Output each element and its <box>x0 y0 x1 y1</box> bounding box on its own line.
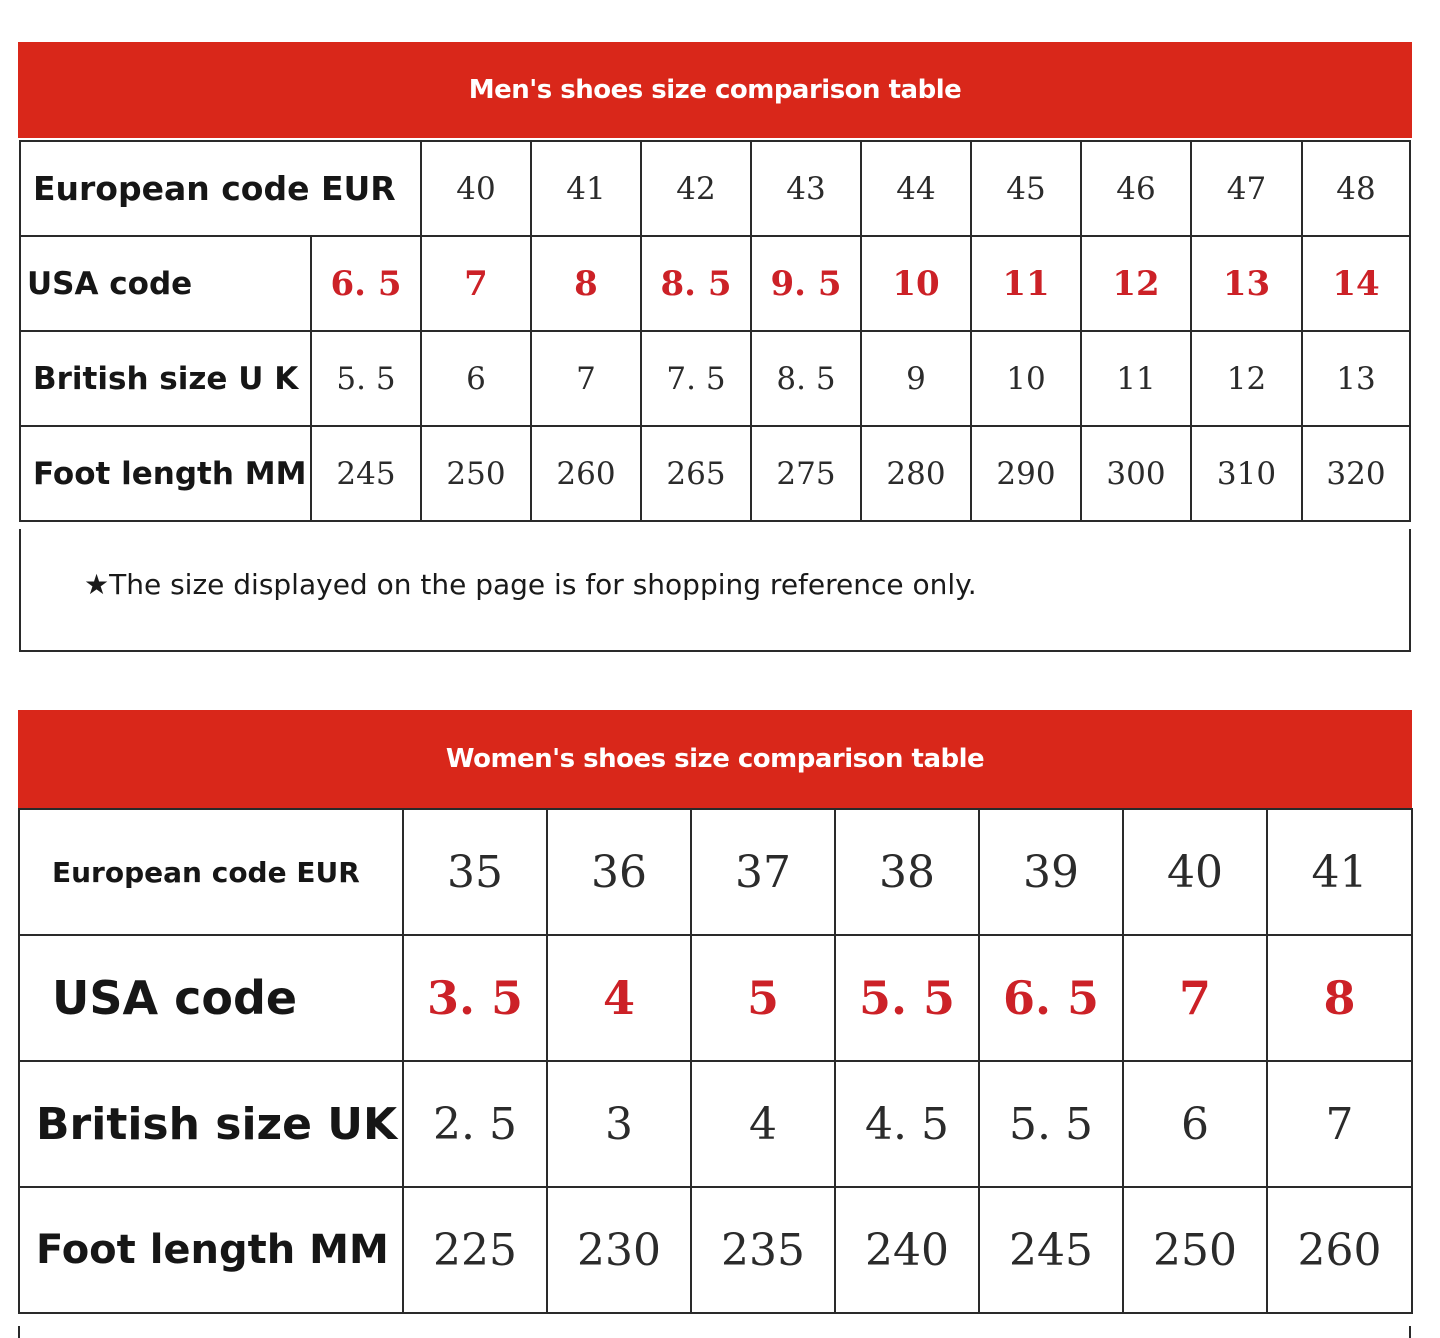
women-cell: 250 <box>1123 1187 1267 1313</box>
men-cell: 260 <box>531 426 641 521</box>
women-cell: 7 <box>1123 935 1267 1061</box>
men-cell: 12 <box>1081 236 1191 331</box>
women-cell: 35 <box>403 809 547 935</box>
men-cell: 280 <box>861 426 971 521</box>
men-row-label-usa: USA code <box>20 236 311 331</box>
women-cell: 8 <box>1267 935 1412 1061</box>
men-row-label-eur: European code EUR <box>20 141 421 236</box>
women-row-usa <box>19 935 1412 1061</box>
men-row-usa <box>20 236 1410 331</box>
women-cell: 38 <box>835 809 979 935</box>
women-cell: 225 <box>403 1187 547 1313</box>
women-row-uk <box>19 1061 1412 1187</box>
women-cell: 6 <box>1123 1061 1267 1187</box>
women-cell: 5. 5 <box>835 935 979 1061</box>
men-cell: 9 <box>861 331 971 426</box>
men-cell: 320 <box>1302 426 1410 521</box>
women-cell: 5 <box>691 935 835 1061</box>
men-cell: 275 <box>751 426 861 521</box>
women-cell: 6. 5 <box>979 935 1123 1061</box>
men-cell: 48 <box>1302 141 1410 236</box>
women-row-label-usa: USA code <box>19 935 403 1061</box>
men-cell: 13 <box>1191 236 1302 331</box>
men-cell: 5. 5 <box>311 331 421 426</box>
women-cell: 36 <box>547 809 691 935</box>
men-cell: 44 <box>861 141 971 236</box>
men-cell: 265 <box>641 426 751 521</box>
men-row-foot <box>20 426 1410 521</box>
men-table-title: Men's shoes size comparison table <box>468 75 962 105</box>
women-row-label-foot: Foot length MM <box>19 1187 403 1313</box>
women-row-foot <box>19 1187 1412 1313</box>
men-row-label-foot: Foot length MM <box>20 426 311 521</box>
men-cell: 43 <box>751 141 861 236</box>
men-cell: 11 <box>1081 331 1191 426</box>
women-cell: 230 <box>547 1187 691 1313</box>
women-cell: 4 <box>547 935 691 1061</box>
men-cell: 42 <box>641 141 751 236</box>
women-row-label-eur: European code EUR <box>19 809 403 935</box>
men-size-table <box>19 140 1411 522</box>
women-cell: 3. 5 <box>403 935 547 1061</box>
women-cell: 2. 5 <box>403 1061 547 1187</box>
men-cell: 46 <box>1081 141 1191 236</box>
men-cell: 9. 5 <box>751 236 861 331</box>
men-cell: 7. 5 <box>641 331 751 426</box>
men-cell: 13 <box>1302 331 1410 426</box>
women-cell: 5. 5 <box>979 1061 1123 1187</box>
men-cell: 12 <box>1191 331 1302 426</box>
men-cell: 7 <box>531 331 641 426</box>
women-cell: 41 <box>1267 809 1412 935</box>
men-cell: 47 <box>1191 141 1302 236</box>
women-row-eur <box>19 809 1412 935</box>
men-row-label-uk: British size U K <box>20 331 311 426</box>
women-size-table <box>18 808 1413 1314</box>
women-cell: 3 <box>547 1061 691 1187</box>
men-cell: 250 <box>421 426 531 521</box>
men-row-uk <box>20 331 1410 426</box>
women-cell: 245 <box>979 1187 1123 1313</box>
men-cell: 10 <box>861 236 971 331</box>
women-table-title: Women's shoes size comparison table <box>445 744 985 774</box>
men-cell: 14 <box>1302 236 1410 331</box>
men-cell: 8. 5 <box>751 331 861 426</box>
men-row-eur <box>20 141 1410 236</box>
women-cell: 37 <box>691 809 835 935</box>
men-cell: 45 <box>971 141 1081 236</box>
men-cell: 11 <box>971 236 1081 331</box>
women-cell: 240 <box>835 1187 979 1313</box>
women-cell: 7 <box>1267 1061 1412 1187</box>
men-cell: 7 <box>421 236 531 331</box>
men-cell: 300 <box>1081 426 1191 521</box>
men-table-title-banner <box>18 42 1412 138</box>
women-cell: 40 <box>1123 809 1267 935</box>
men-cell: 10 <box>971 331 1081 426</box>
men-cell: 290 <box>971 426 1081 521</box>
men-cell: 6. 5 <box>311 236 421 331</box>
men-cell: 41 <box>531 141 641 236</box>
men-reference-note: ★The size displayed on the page is for shopping reference only. <box>84 568 977 601</box>
men-cell: 8. 5 <box>641 236 751 331</box>
women-cell: 4. 5 <box>835 1061 979 1187</box>
men-cell: 245 <box>311 426 421 521</box>
women-cell: 39 <box>979 809 1123 935</box>
women-cell: 235 <box>691 1187 835 1313</box>
women-row-label-uk: British size UK <box>19 1061 403 1187</box>
women-cell: 260 <box>1267 1187 1412 1313</box>
women-cell: 4 <box>691 1061 835 1187</box>
men-cell: 310 <box>1191 426 1302 521</box>
men-cell: 40 <box>421 141 531 236</box>
women-table-title-banner <box>18 710 1412 808</box>
men-cell: 6 <box>421 331 531 426</box>
women-table-bottom-edge <box>18 1326 1411 1338</box>
men-cell: 8 <box>531 236 641 331</box>
